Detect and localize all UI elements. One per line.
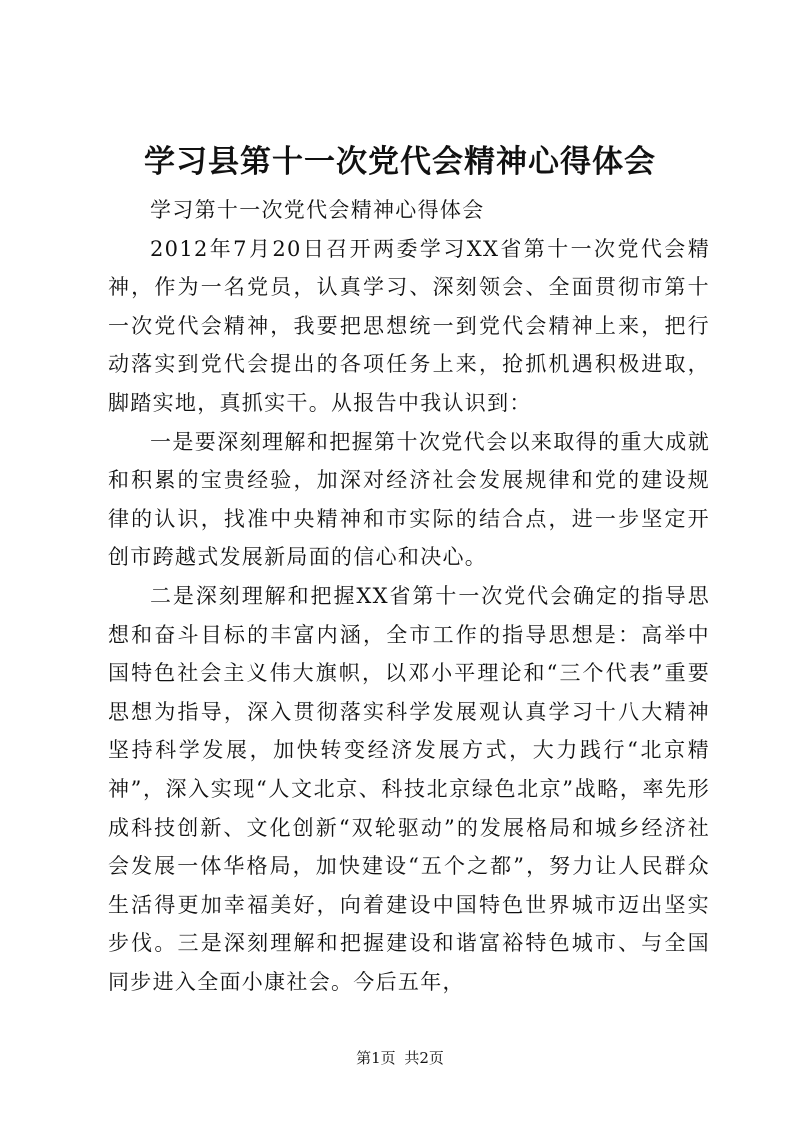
subtitle-paragraph: 学习第十一次党代会精神心得体会 bbox=[150, 198, 485, 222]
page-number: 第1页 bbox=[356, 1049, 396, 1067]
body-paragraph: 一是要深刻理解和把握第十次党代会以来取得的重大成就和积累的宝贵经验，加深对经济社会发展规律和党的建设规律的认识，找准中央精神和市实际的结合点，进一步坚定开创市跨越式发展新局面的信心和决心。 bbox=[108, 429, 710, 570]
body-paragraph: 二是深刻理解和把握XX省第十一次党代会确定的指导思想和奋斗目标的丰富内涵，全市工作的指导思想是：高举中国特色社会主义伟大旗帜，以邓小平理论和“三个代表”重要思想为指导，深入贯彻落实科学发展观认真学习十八大精神坚持科学发展，加快转变经济发展方式，大力践行“北京精神”，深入实现“人文北京、科技北京绿色北京”战略，率先形成科技创新、文化创新“双轮驱动”的发展格局和城乡经济社会发展一体华格局，加快建设“五个之都”，努力让人民群众生活得更加幸福美好，向着建设中国特色世界城市迈出坚实步伐。三是深刻理解和把握建设和谐富裕特色城市、与全国同步进入全面小康社会。今后五年， bbox=[108, 583, 710, 994]
page-footer bbox=[0, 1048, 800, 1068]
page-total: 共2页 bbox=[404, 1049, 444, 1067]
document-title: 学习县第十一次党代会精神心得体会 bbox=[144, 144, 656, 180]
document-body bbox=[108, 191, 710, 1001]
body-paragraph: 2012年7月20日召开两委学习XX省第十一次党代会精神，作为一名党员，认真学习、深刻领会、全面贯彻市第十一次党代会精神，我要把思想统一到党代会精神上来，把行动落实到党代会提出的各项任务上来，抢抓机遇积极进取，脚踏实地，真抓实干。从报告中我认识到： bbox=[108, 236, 710, 415]
